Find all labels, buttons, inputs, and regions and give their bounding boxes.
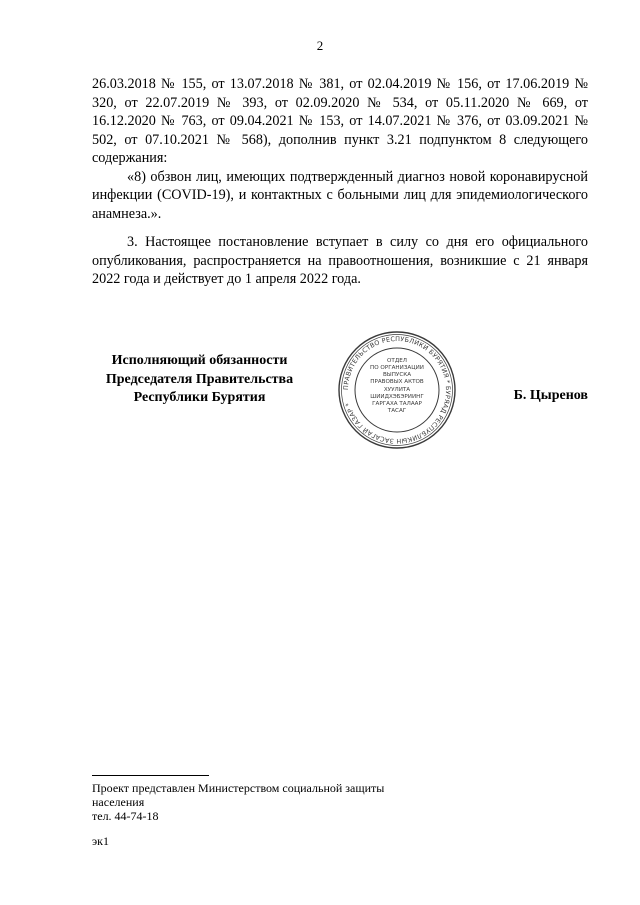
footnote-line: Проект представлен Министерством социальной защиты <box>92 781 385 795</box>
footnote-line: тел. 44-74-18 <box>92 809 159 823</box>
official-seal-stamp <box>337 330 457 450</box>
seal-icon <box>337 330 457 450</box>
seal-ring-text: ПРАВИТЕЛЬСТВО РЕСПУБЛИКИ БУРЯТИЯ * БУРЯАД РЕСПУБЛИКЫН ЗАСАГАЙ ГАЗАР * <box>341 334 453 446</box>
seal-center-line: ТАСАГ <box>387 408 407 414</box>
seal-center-line: ВЫПУСКА <box>382 372 412 378</box>
seal-center-line: ХУУЛИТА <box>383 387 411 393</box>
seal-center-line: ГАРГАХА ТАЛААР <box>372 401 422 407</box>
subitem-8-paragraph: «8) обзвон лиц, имеющих подтвержденный диагноз новой коронавирусной инфекции (COVID-19), и контактных с больными лиц для эпидемиологического анамнеза.». <box>92 168 588 222</box>
amendments-paragraph: 26.03.2018 № 155, от 13.07.2018 № 381, от 02.04.2019 № 156, от 17.06.2019 № 320, от 22.07.2019 № 393, от 02.09.2020 № 534, от 05.11.2020 № 669, от 16.12.2020 № 763, от 09.04.2021 № 153, от 14.07.2021 № 376, от 03.09.2021 № 502, от 07.10.2021 № 568), дополнив пункт 3.21 подпунктом 8 следующего содержания: <box>92 76 588 166</box>
footnote-line: населения <box>92 795 145 809</box>
seal-center-line: ШИИДХЭБЭРИИНГ <box>370 394 424 400</box>
executor-initials: эк1 <box>92 834 109 848</box>
footnote-divider <box>92 775 209 776</box>
seal-center-line: ПРАВОВЫХ АКТОВ <box>370 379 424 385</box>
signatory-title-line: Председателя Правительства <box>105 371 294 387</box>
seal-center-line: ПО ОРГАНИЗАЦИИ <box>370 365 424 371</box>
page-number: 2 <box>316 38 324 53</box>
signatory-title-line: Исполняющий обязанности <box>111 353 288 368</box>
seal-center-line: ОТДЕЛ <box>387 358 407 364</box>
signatory-title-line: Республики Бурятия <box>133 390 266 405</box>
signer-name: Б. Цыренов <box>513 388 588 403</box>
footnote <box>92 781 452 823</box>
effective-date-block <box>92 233 588 289</box>
amendment-paragraph-block <box>92 75 588 223</box>
signatory-title <box>92 352 307 408</box>
item-3-paragraph: 3. Настоящее постановление вступает в силу со дня его официального опубликования, распространяется на правоотношения, возникшие с 21 января 2022 года и действует до 1 апреля 2022 года. <box>92 234 588 287</box>
